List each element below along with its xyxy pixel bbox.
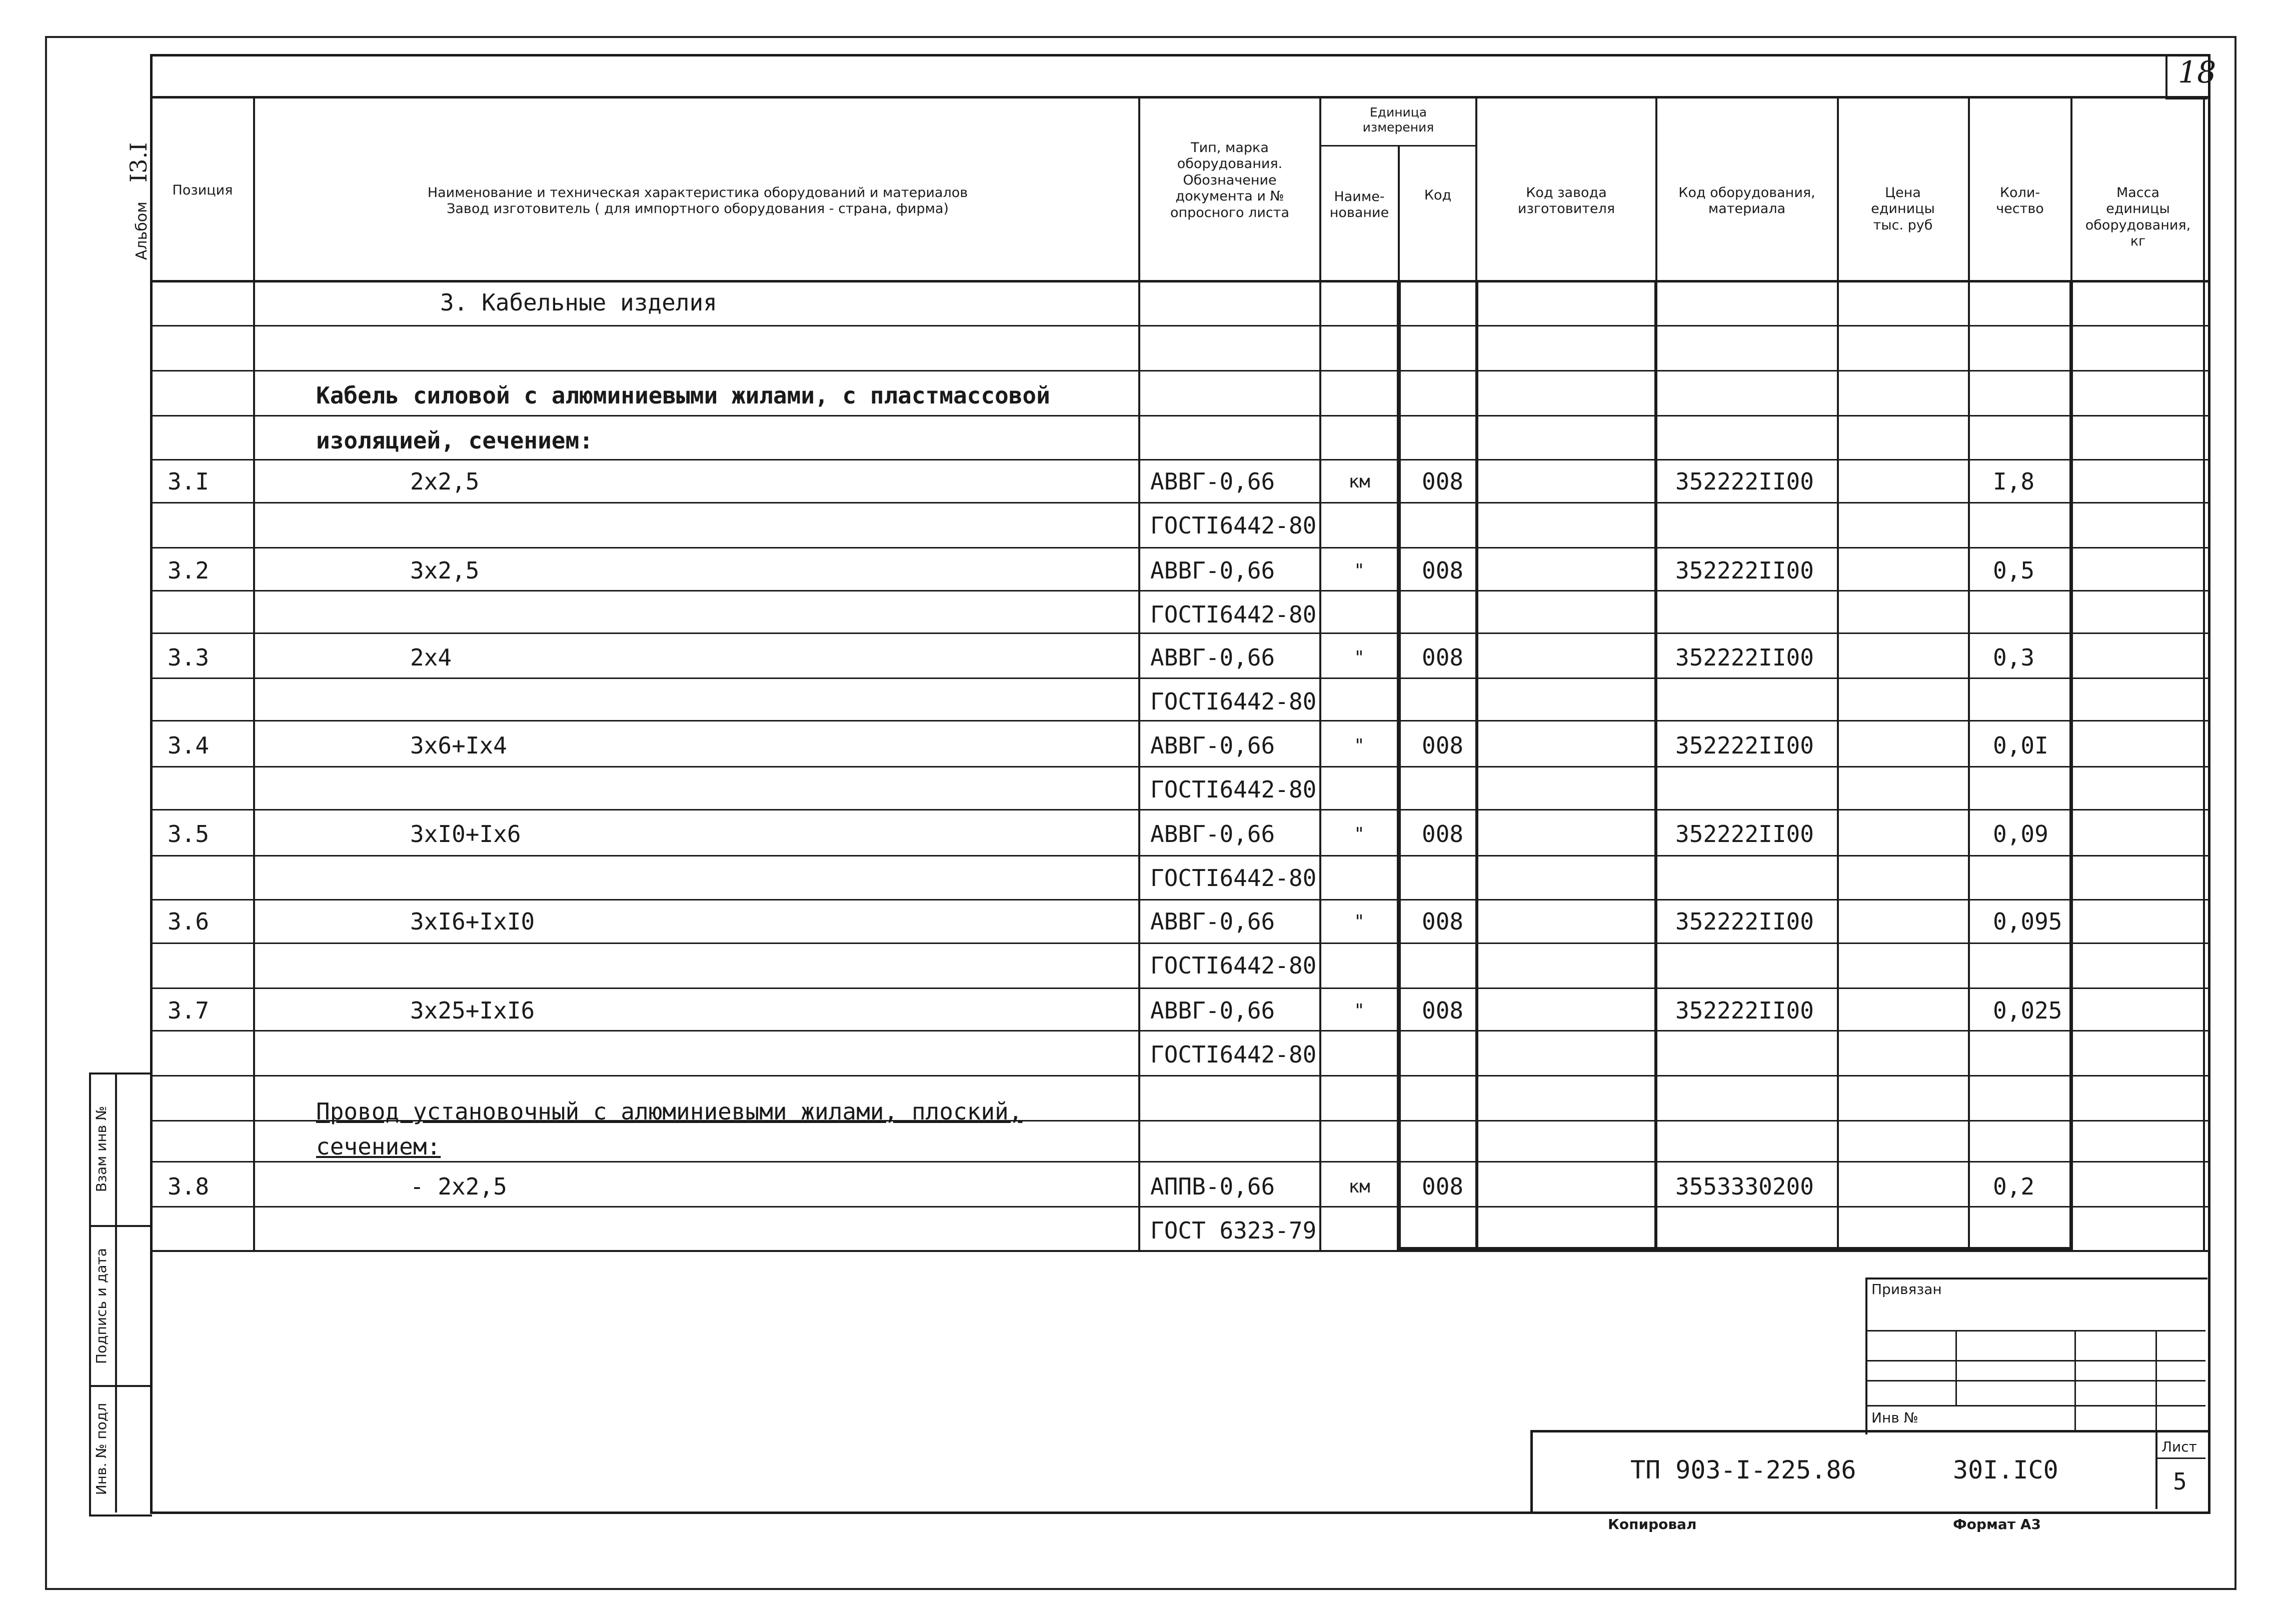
row-quantity: 0,09	[1993, 820, 2048, 848]
title-block-sheet-code: 30I.IC0	[1953, 1456, 2058, 1484]
title-block-inv-no: Инв №	[1871, 1410, 1918, 1426]
sheet-number-handwritten: 18	[2178, 55, 2216, 90]
title-block-list-label: Лист	[2161, 1438, 2197, 1455]
row-unit: "	[1354, 560, 1365, 581]
row-equipment-code: 352222II00	[1675, 997, 1814, 1024]
row-equipment-code: 352222II00	[1675, 732, 1814, 759]
header-mass	[2072, 185, 2203, 250]
header-unit-name-line1: Наиме-	[1334, 189, 1385, 204]
row-gost: ГОСТI6442-80	[1150, 776, 1317, 803]
header-factory-code-line2: изготовителя	[1517, 201, 1615, 217]
row-gost: ГОСТI6442-80	[1150, 601, 1317, 628]
row-unit: "	[1354, 736, 1365, 756]
row-quantity: 0,0I	[1993, 732, 2048, 759]
header-unit-code: Код	[1424, 188, 1452, 203]
side-stamp-vzam: Взам инв №	[93, 1106, 110, 1192]
header-unit-line1: Единица	[1369, 105, 1427, 120]
row-position: 3.6	[168, 908, 210, 935]
header-type-line1: Тип, марка	[1191, 140, 1269, 156]
row-name: 3xI0+Ix6	[410, 820, 521, 848]
row-type: АВВГ-0,66	[1150, 908, 1275, 935]
row-name: 3x2,5	[410, 557, 480, 584]
row-gost: ГОСТI6442-80	[1150, 864, 1317, 892]
title-block-copied: Копировал	[1608, 1516, 1697, 1532]
title-block-doc-code: ТП 903-I-225.86	[1630, 1456, 1856, 1484]
header-qty	[1970, 185, 2069, 218]
row-unit: "	[1354, 824, 1365, 844]
row-quantity: 0,3	[1993, 644, 2035, 671]
row-position: 3.3	[168, 644, 210, 671]
row-code: 008	[1422, 732, 1464, 759]
header-price-line1: Цена	[1885, 185, 1921, 200]
row-equipment-code: 352222II00	[1675, 468, 1814, 495]
group1-line1: Кабель силовой с алюминиевыми жилами, с пластмассовой	[316, 382, 1050, 409]
row-quantity: 0,095	[1993, 908, 2062, 935]
header-price-line3: тыс. руб	[1873, 217, 1933, 233]
row8-pos: 3.8	[168, 1173, 210, 1200]
row-position: 3.I	[168, 468, 210, 495]
row-name: 2x2,5	[410, 468, 480, 495]
row8-code: 008	[1422, 1173, 1464, 1200]
header-price	[1839, 185, 1967, 234]
header-factory-code-line1: Код завода	[1526, 185, 1607, 200]
row-type: АВВГ-0,66	[1150, 732, 1275, 759]
row8-name: - 2x2,5	[410, 1173, 507, 1200]
header-name	[260, 185, 1135, 218]
header-mass-line2: единицы	[2106, 201, 2170, 217]
header-price-line2: единицы	[1871, 201, 1935, 217]
header-factory-code	[1478, 185, 1655, 218]
row8-type: АППВ-0,66	[1150, 1173, 1275, 1200]
row-unit: "	[1354, 648, 1365, 668]
header-mass-line4: кг	[2130, 234, 2146, 250]
row-equipment-code: 352222II00	[1675, 908, 1814, 935]
header-equipment-code-line2: материала	[1708, 201, 1786, 217]
header-type-line3: Обозначение	[1183, 172, 1277, 188]
row-type: АВВГ-0,66	[1150, 557, 1275, 584]
row-gost: ГОСТI6442-80	[1150, 952, 1317, 979]
group1-line2: изоляцией, сечением:	[316, 427, 593, 454]
row-name: 2x4	[410, 644, 452, 671]
row8-gost: ГОСТ 6323-79	[1150, 1217, 1317, 1244]
header-type-line4: документа и №	[1175, 188, 1284, 204]
section-title: 3. Кабельные изделия	[440, 289, 717, 316]
header-equipment-code-line1: Код оборудования,	[1678, 185, 1815, 200]
row-code: 008	[1422, 820, 1464, 848]
row-code: 008	[1422, 644, 1464, 671]
row-position: 3.7	[168, 997, 210, 1024]
header-type-line2: оборудования.	[1177, 156, 1283, 172]
title-block-privyazan: Привязан	[1871, 1281, 1942, 1298]
row-quantity: 0,025	[1993, 997, 2062, 1024]
header-unit-line2: измерения	[1362, 120, 1434, 134]
group2-line2: сечением:	[316, 1133, 441, 1160]
row-name: 3xI6+IxI0	[410, 908, 535, 935]
album-label-text: Альбом	[133, 202, 151, 260]
row-quantity: I,8	[1993, 468, 2035, 495]
row8-equip: 3553330200	[1675, 1173, 1814, 1200]
side-stamp-podpis: Подпись и дата	[93, 1248, 110, 1364]
header-type	[1141, 140, 1318, 221]
side-stamp-inv-podl: Инв. № подл	[93, 1402, 110, 1496]
row-code: 008	[1422, 468, 1464, 495]
row-equipment-code: 352222II00	[1675, 557, 1814, 584]
header-unit	[1321, 105, 1475, 135]
header-name-line1: Наименование и техническая характеристика оборудований и материалов	[427, 185, 968, 200]
row-equipment-code: 352222II00	[1675, 820, 1814, 848]
row-name: 3x25+IxI6	[410, 997, 535, 1024]
title-block-list-number: 5	[2173, 1468, 2187, 1495]
row-quantity: 0,5	[1993, 557, 2035, 584]
row8-unit: км	[1348, 1176, 1370, 1197]
row-code: 008	[1422, 997, 1464, 1024]
row-name: 3x6+Ix4	[410, 732, 507, 759]
header-qty-line2: чество	[1996, 201, 2044, 217]
row8-qty: 0,2	[1993, 1173, 2035, 1200]
row-position: 3.5	[168, 820, 210, 848]
row-type: АВВГ-0,66	[1150, 468, 1275, 495]
row-gost: ГОСТI6442-80	[1150, 688, 1317, 715]
header-qty-line1: Коли-	[1999, 185, 2040, 200]
row-position: 3.2	[168, 557, 210, 584]
title-block-format: Формат A3	[1953, 1516, 2041, 1532]
group2-line1: Провод установочный с алюминиевыми жилами, плоский,	[316, 1098, 1023, 1125]
row-code: 008	[1422, 908, 1464, 935]
row-code: 008	[1422, 557, 1464, 584]
album-number: I3.I	[125, 142, 152, 182]
header-unit-name	[1321, 189, 1397, 222]
row-type: АВВГ-0,66	[1150, 820, 1275, 848]
row-unit: км	[1348, 472, 1370, 492]
row-gost: ГОСТI6442-80	[1150, 512, 1317, 539]
header-type-line5: опросного листа	[1170, 204, 1290, 220]
header-mass-line3: оборудования,	[2085, 217, 2191, 233]
row-equipment-code: 352222II00	[1675, 644, 1814, 671]
row-gost: ГОСТI6442-80	[1150, 1041, 1317, 1068]
row-position: 3.4	[168, 732, 210, 759]
album-label	[125, 142, 152, 260]
header-position: Позиция	[172, 182, 233, 198]
row-unit: "	[1354, 1000, 1365, 1021]
header-mass-line1: Масса	[2116, 185, 2160, 200]
header-name-line2: Завод изготовитель ( для импортного оборудования - страна, фирма)	[447, 201, 949, 217]
row-type: АВВГ-0,66	[1150, 997, 1275, 1024]
header-unit-name-line2: нование	[1329, 205, 1389, 221]
row-type: АВВГ-0,66	[1150, 644, 1275, 671]
header-equipment-code	[1658, 185, 1836, 218]
row-unit: "	[1354, 912, 1365, 932]
